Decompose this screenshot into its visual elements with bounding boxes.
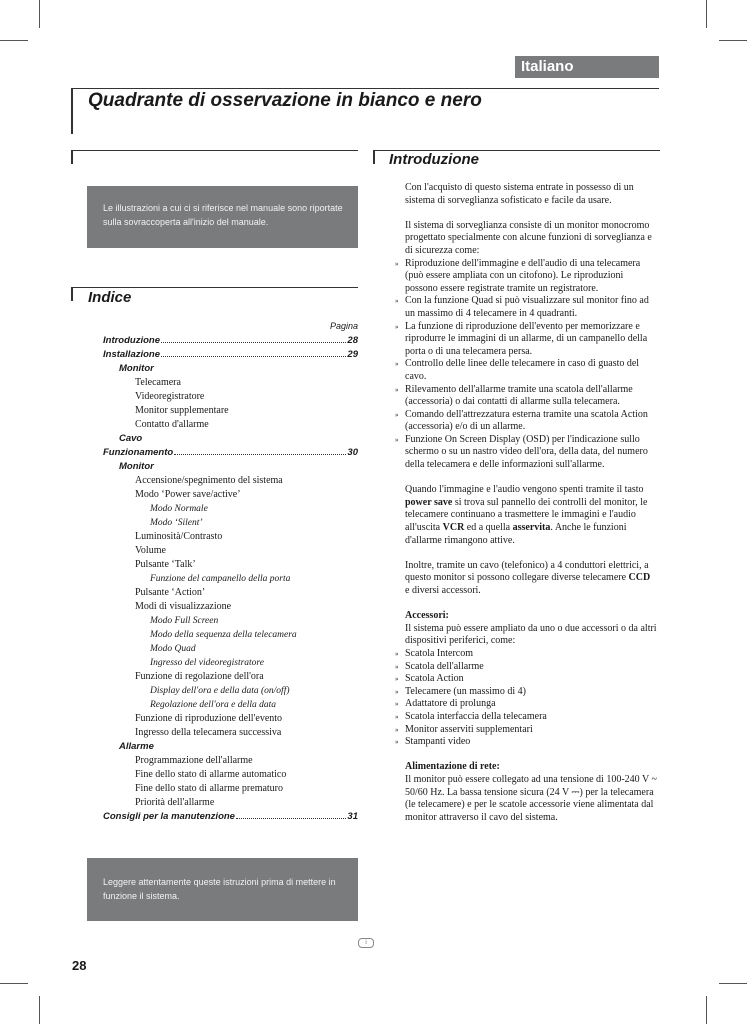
toc-entry[interactable]: Funzione di riproduzione dell'evento [135,713,283,724]
toc-entry[interactable]: Modo della sequenza della telecamera [150,630,297,640]
toc-entry[interactable]: Volume [135,545,166,556]
feature-item: » Controllo delle linee delle telecamere in caso di guasto del cavo. [405,358,657,383]
toc-entry[interactable]: Videoregistratore [135,391,205,402]
toc-entry[interactable]: Fine dello stato di allarme automatico [135,769,287,780]
toc-entry[interactable]: Allarme [119,741,154,752]
accessory-item: » Stampanti video [405,736,657,749]
center-mark: i [358,938,374,948]
toc-entry[interactable]: Display dell'ora e della data (on/off) [150,686,290,696]
alimentazione-text: Il monitor può essere collegato ad una tensione di 100-240 V ~ 50/60 Hz. La bassa tensione sicura (24 V ⎓) per la telecamera (le telecamere) e per le scatole accessorie viene alimentata dal monitor attraverso il cavo del sistema. [405,773,657,823]
toc-entry-introduzione[interactable]: Introduzione 28 [103,335,358,346]
toc-entry[interactable]: Modi di visualizzazione [135,601,232,612]
toc-entry-installazione[interactable]: Installazione 29 [103,349,358,360]
accessori-heading: Accessori: [405,610,449,622]
toc-entry[interactable]: Regolazione dell'ora e della data [150,700,277,710]
toc-entry[interactable]: Monitor supplementare [135,405,229,416]
index-title: Indice [88,289,132,306]
accessory-item: » Scatola interfaccia della telecamera [405,711,657,724]
crop-mark [706,996,707,1024]
intro-bar [373,150,375,164]
index-rule [71,287,358,288]
crop-mark [0,40,28,41]
toc-entry[interactable]: Contatto d'allarme [135,419,209,430]
accessory-item: » Monitor asserviti supplementari [405,724,657,737]
toc-entry[interactable]: Modo Full Screen [150,616,219,626]
crop-mark [39,996,40,1024]
index-bar [71,287,73,301]
accessory-item: » Scatola Intercom [405,648,657,661]
crop-mark [719,983,747,984]
feature-item: » Funzione On Screen Display (OSD) per l'indicazione sullo schermo o su un nastro video dell'ora, della data, del numero della telecamera e delle informazioni sull'allarme. [405,434,657,472]
intro-body [405,182,657,824]
toc-entry[interactable]: Fine dello stato di allarme prematuro [135,783,284,794]
toc-entry[interactable]: Funzione di regolazione dell'ora [135,671,264,682]
crop-mark [706,0,707,28]
feature-item: » Riproduzione dell'immagine e dell'audio di una telecamera (può essere ampliata con un citofono). Le riproduzioni possono essere registrate tramite un registratore. [405,258,657,296]
toc-entry[interactable]: Ingresso della telecamera successiva [135,727,282,738]
toc-entry[interactable]: Telecamera [135,377,181,388]
title-bar [71,88,73,134]
toc-entry[interactable]: Programmazione dell'allarme [135,755,253,766]
feature-item: » La funzione di riproduzione dell'evento per memorizzare e riprodurre le immagini di un allarme, di un campanello della porta o di una telecamera persa. [405,321,657,359]
intro-paragraph: Quando l'immagine e l'audio vengono spenti tramite il tasto power save si trova sul pannello dei controlli del monitor, le telecamere continuano a trasmettere le immagini e l'audio all'uscita VCR ed a quella asservita. Anche le funzioni d'allarme rimangono attive. [405,484,648,546]
crop-mark [719,40,747,41]
toc-entry[interactable]: Modo ‘Power save/active’ [135,489,241,500]
accessory-item: » Adattatore di prolunga [405,698,657,711]
title-rule [71,88,659,89]
alimentazione-heading: Alimentazione di rete: [405,761,500,773]
toc-entry[interactable]: Modo ‘Silent’ [150,518,203,528]
illustrations-note: Le illustrazioni a cui ci si riferisce nel manuale sono riportate sulla sovraccoperta all'inizio del manuale. [87,186,358,248]
toc-entry[interactable]: Modo Normale [150,504,208,514]
crop-mark [39,0,40,28]
toc-entry[interactable]: Monitor [119,461,154,472]
toc-entry[interactable]: Cavo [119,433,143,444]
toc-entry[interactable]: Priorità dell'allarme [135,797,215,808]
page-title: Quadrante di osservazione in bianco e nero [88,90,482,111]
accessory-item: » Telecamere (un massimo di 4) [405,686,657,699]
left-header-bar [71,150,73,164]
toc-entry[interactable]: Accensione/spegnimento del sistema [135,475,283,486]
page-number: 28 [72,958,87,973]
language-tab: Italiano [515,56,659,78]
intro-title: Introduzione [389,151,479,168]
feature-item: » Rilevamento dell'allarme tramite una scatola dell'allarme (accessoria) o dai contatti di allarme sulla telecamera. [405,384,657,409]
intro-paragraph: Con l'acquisto di questo sistema entrate in possesso di un sistema di sorveglianza sofisticato e facile da usare. [405,182,634,206]
left-header-rule [71,150,358,151]
toc-entry[interactable]: Pulsante ‘Talk’ [135,559,196,570]
read-instructions-note: Leggere attentamente queste istruzioni prima di mettere in funzione il sistema. [87,858,358,921]
intro-paragraph: Il sistema di sorveglianza consiste di un monitor monocromo progettato specialmente con alcune funzioni di sorveglianza e di sicurezza come: [405,219,652,256]
feature-item: » Con la funzione Quad si può visualizzare sul monitor fino ad un massimo di 4 telecamere in 4 quadranti. [405,295,657,320]
toc-entry[interactable]: Pulsante ‘Action’ [135,587,206,598]
toc-entry[interactable]: Ingresso del videoregistratore [150,658,264,668]
accessory-item: » Scatola Action [405,673,657,686]
crop-mark [0,983,28,984]
toc-entry[interactable]: Luminosità/Contrasto [135,531,223,542]
feature-item: » Comando dell'attrezzatura esterna tramite una scatola Action (accessoria) e/o di un allarme. [405,409,657,434]
table-of-contents [103,334,358,824]
intro-paragraph: Inoltre, tramite un cavo (telefonico) a 4 conduttori elettrici, a questo monitor si possono collegare diverse telecamere CCD e diversi accessori. [405,559,651,596]
accessory-item: » Scatola dell'allarme [405,661,657,674]
toc-entry[interactable]: Funzione del campanello della porta [150,574,291,584]
accessori-text: Il sistema può essere ampliato da uno o due accessori o da altri dispositivi periferici, come: [405,622,657,647]
toc-entry[interactable]: Modo Quad [150,644,196,654]
toc-page-header: Pagina [330,321,359,331]
toc-entry-consigli[interactable]: Consigli per la manutenzione 31 [103,811,358,822]
toc-entry[interactable]: Monitor [119,363,154,374]
toc-entry-funzionamento[interactable]: Funzionamento 30 [103,447,358,458]
